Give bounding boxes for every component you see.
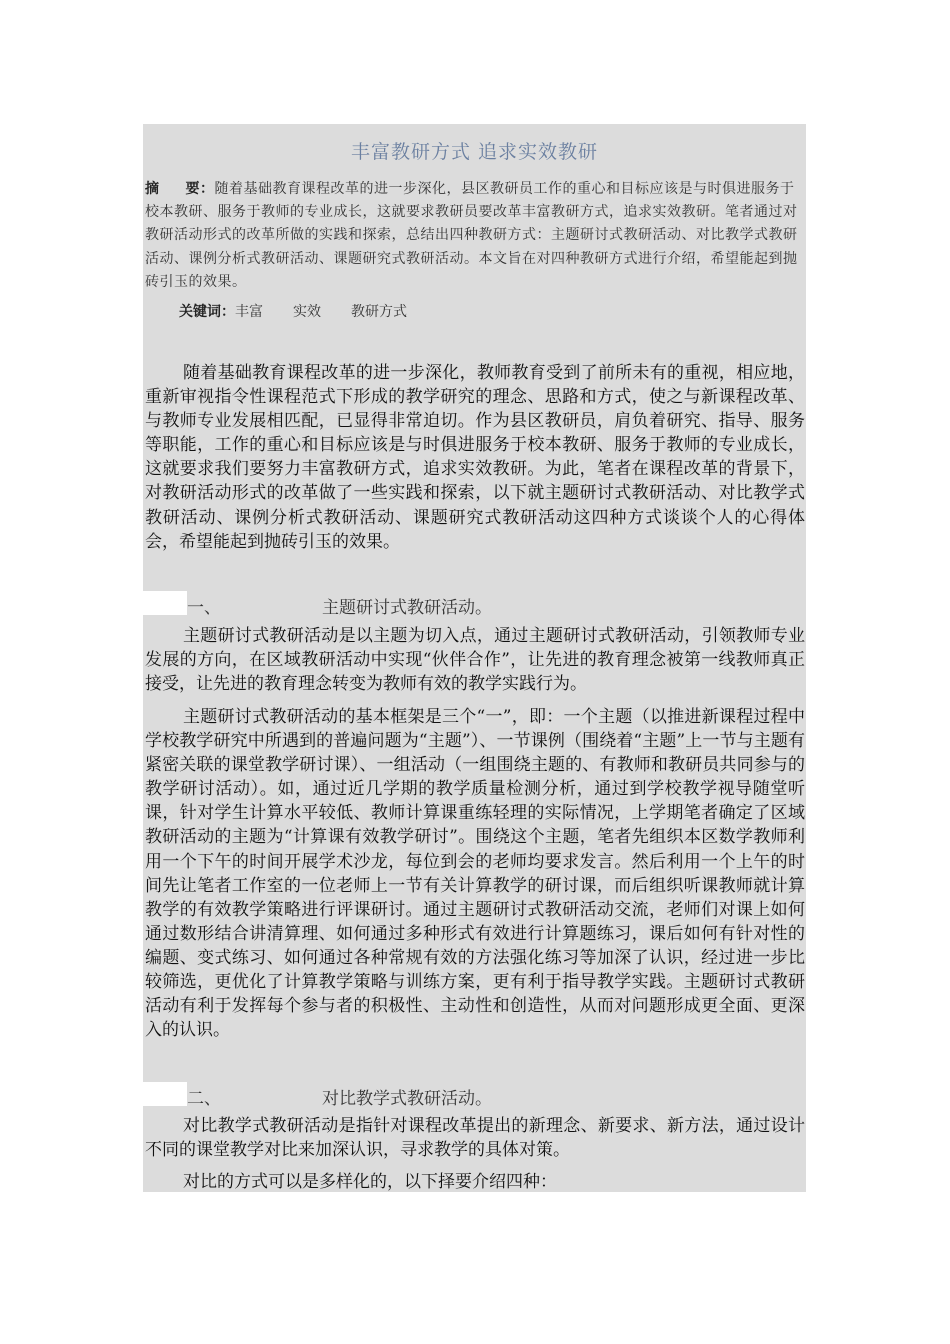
section-2-paragraph-2: 对比的方式可以是多样化的，以下择要介绍四种： <box>183 1172 557 1192</box>
keywords-label: 关键词： <box>179 304 235 320</box>
keyword-item: 丰富 <box>235 304 263 320</box>
section-title: 对比教学式教研活动。 <box>322 1089 492 1109</box>
heading-margin-mask <box>143 1082 187 1106</box>
abstract-text: 随着基础教育课程改革的进一步深化，县区教研员工作的重心和目标应该是与时俱进服务于校本教研、服务于教师的专业成长，这就要求教研员要改革丰富教研方式，追求实效教研。笔者通过对教研活动形式的改革所做的实践和探索，总结出四种教研方式：主题研讨式教研活动、对比教学式教研活动、课例分析式教研活动、课题研究式教研活动。本文旨在对四种教研方式进行介绍，希望能起到抛砖引玉的效果。 <box>145 181 798 290</box>
abstract-label <box>145 181 215 197</box>
section-number: 二、 <box>187 1089 221 1109</box>
section-1-paragraph-2: 主题研讨式教研活动的基本框架是三个“一”，即：一个主题（以推进新课程过程中学校教学研究中所遇到的普遍问题为“主题”）、一节课例（围绕着“主题”上一节与主题有紧密关联的课堂教学研讨课）、一组活动（一组围绕主题的、有教师和教研员共同参与的教学研讨活动）。如，通过近几学期的教学质量检测分析，通过到学校教学视导随堂听课，针对学生计算水平较低、教师计算课重练轻理的实际情况，上学期笔者确定了区域教研活动的主题为“计算课有效教学研讨”。围绕这个主题，笔者先组织本区数学教师利用一个下午的时间开展学术沙龙，每位到会的老师均要求发言。然后利用一个上午的时间先让笔者工作室的一位老师上一节有关计算教学的研讨课，而后组织听课教师就计算教学的有效教学策略进行评课研讨。通过主题研讨式教研活动交流，老师们对课上如何通过数形结合讲清算理、如何通过多种形式有效进行计算题练习，课后如何有针对性的编题、变式练习、如何通过各种常规有效的方法强化练习等加深了认识，经过进一步比较筛选，更优化了计算教学策略与训练方案，更有利于指导教学实践。主题研讨式教研活动有利于发挥每个参与者的积极性、主动性和创造性，从而对问题形成更全面、更深入的认识。 <box>145 707 805 1041</box>
intro-paragraph: 随着基础教育课程改革的进一步深化，教师教育受到了前所未有的重视，相应地，重新审视指令性课程范式下形成的教学研究的理念、思路和方式，使之与新课程改革、与教师专业发展相匹配，已显得非常迫切。作为县区教研员，肩负着研究、指导、服务等职能，工作的重心和目标应该是与时俱进服务于校本教研、服务于教师的专业成长，这就要求我们要努力丰富教研方式，追求实效教研。为此，笔者在课程改革的背景下，对教研活动形式的改革做了一些实践和探索，以下就主题研讨式教研活动、对比教学式教研活动、课例分析式教研活动、课题研究式教研活动这四种方式谈谈个人的心得体会，希望能起到抛砖引玉的效果。 <box>145 363 805 552</box>
section-number: 一、 <box>187 598 221 618</box>
keywords-line <box>179 301 437 321</box>
section-2-paragraph-1: 对比教学式教研活动是指针对课程改革提出的新理念、新要求、新方法，通过设计不同的课堂教学对比来加深认识，寻求教学的具体对策。 <box>145 1116 805 1161</box>
section-1-paragraph-1: 主题研讨式教研活动是以主题为切入点，通过主题研讨式教研活动，引领教师专业发展的方向，在区域教研活动中实现“伙伴合作”，让先进的教育理念被第一线教师真正接受，让先进的教育理念转变为教师有效的教学实践行为。 <box>145 626 805 695</box>
abstract-label-first: 摘 <box>145 181 160 197</box>
section-title: 主题研讨式教研活动。 <box>322 598 492 618</box>
document-title: 丰富教研方式 追求实效教研 <box>350 141 599 163</box>
abstract-label-second: 要： <box>185 181 215 197</box>
keyword-item: 实效 <box>293 304 321 320</box>
heading-margin-mask <box>143 591 187 615</box>
keyword-item: 教研方式 <box>351 304 407 320</box>
section-heading-2 <box>187 1084 492 1109</box>
abstract-paragraph <box>145 178 805 294</box>
section-heading-1 <box>187 593 492 618</box>
